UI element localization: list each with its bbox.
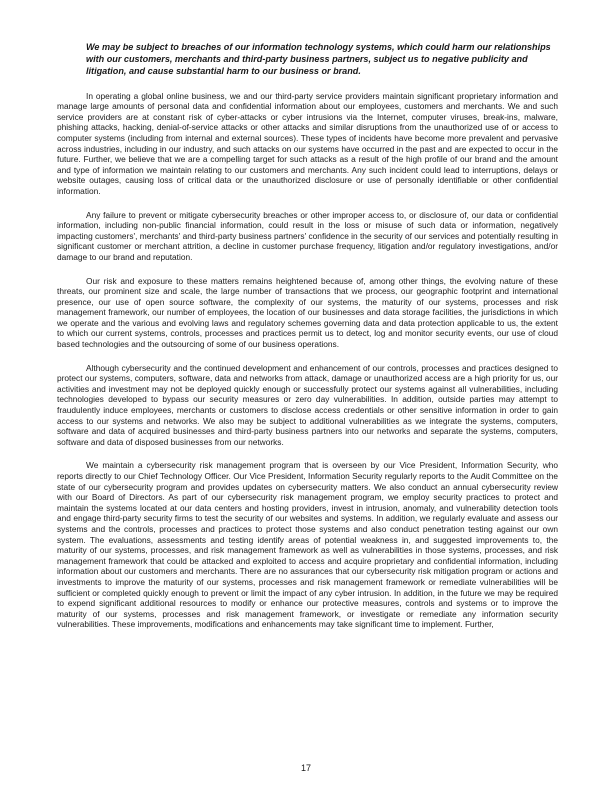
paragraph-4: Although cybersecurity and the continued development and enhancement of our controls, processes and practices designed to protect our systems, computers, software, data and networks from attack, damage or unauthorized access are a high priority for us, our activities and investment may not be deployed quickly enough or successfully protect our systems against all vulnerabilities, including technologies developed to bypass our security measures or zero day vulnerabilities. In addition, outside parties may attempt to fraudulently induce employees, merchants or customers to disclose access credentials or other sensitive information in order to gain access to our systems and networks. We also may be subject to additional vulnerabilities as we integrate the systems, computers, software and data of acquired businesses and third-party business partners into our networks and separate the systems, computers, software and data of disposed businesses from our networks. <box>57 362 558 447</box>
paragraph-3: Our risk and exposure to these matters remains heightened because of, among other things, the evolving nature of these threats, our prominent size and scale, the large number of transactions that we process, our geographic footprint and international presence, our use of open source software, the complexity of our systems, the maturity of our systems, processes and risk management framework, our number of employees, the location of our businesses and data storage facilities, the jurisdictions in which we operate and the various and evolving laws and regulatory schemes governing data and data protection applicable to us, the extent to which our current systems, controls, processes and practices permit us to detect, log and monitor security events, our use of cloud based technologies and the outsourcing of some of our business operations. <box>57 275 558 350</box>
document-page <box>57 41 558 630</box>
section-heading: We may be subject to breaches of our information technology systems, which could harm our relationships with our customers, merchants and third-party business partners, subject us to negative publicity and litigation, and cause substantial harm to our business or brand. <box>86 42 551 77</box>
page-number: 17 <box>300 763 311 773</box>
paragraph-2: Any failure to prevent or mitigate cybersecurity breaches or other improper access to, or disclosure of, our data or confidential information, including non-public financial information, could result in the loss or misuse of such data or information, negatively impacting customers', merchants' and third-party business partners' confidence in the security of our services and potentially resulting in significant customer or merchant attrition, a decline in customer purchase frequency, litigation and/or regulatory investigations, and/or damage to our brand and reputation. <box>57 209 559 262</box>
paragraph-5: We maintain a cybersecurity risk management program that is overseen by our Vice President, Information Security, who reports directly to our Chief Technology Officer. Our Vice President, Information Security regularly reports to the Audit Committee on the state of our cybersecurity program and provides updates on cybersecurity matters. We also conduct an annual cybersecurity review with our Board of Directors. As part of our cybersecurity risk management program, we employ security practices to protect and maintain the systems located at our data centers and hosting providers, invest in intrusion, anomaly, and vulnerability detection tools and engage third-party security firms to test the security of our websites and systems. In addition, we regularly evaluate and assess our systems and the controls, processes and practices to protect those systems and also conduct penetration testing against our own system. The evaluations, assessments and testing identify areas of potential weakness in, and suggested improvements to, the maturity of our systems, processes, and risk management framework as well as vulnerabilities in those systems, processes, and risk management framework that could be attacked and exploited to access and acquire proprietary and confidential information, including information about our customers and merchants. There are no assurances that our cybersecurity risk mitigation program or actions and investments to improve the maturity of our systems, processes and risk management framework or remediate vulnerabilities will be sufficient or completed quickly enough to prevent or limit the impact of any cyber intrusion. In addition, in the future we may be required to expend significant additional resources to modify or enhance our protective measures, controls and systems or to improve the maturity of our systems, processes and risk management framework, or investigate or remediate any information security vulnerabilities. These improvements, modifications and enhancements may take significant time to implement. Further, <box>57 460 558 630</box>
paragraph-1: In operating a global online business, we and our third-party service providers maintain significant proprietary information and manage large amounts of personal data and confidential information about our employees, customers and merchants. We and such service providers are at constant risk of cyber-attacks or cyber intrusions via the Internet, computer viruses, break-ins, malware, phishing attacks, hacking, denial-of-service attacks or other attacks and similar disruptions from the unauthorized use of or access to computer systems (including from internal and external sources). These types of incidents have become more prevalent and pervasive across industries, including in our industry, and such attacks on our systems have occurred in the past and are expected to occur in the future. Further, we believe that we are a compelling target for such attacks as a result of the high profile of our brand and the amount and type of information we maintain relating to our customers and merchants. Any such incident could lead to interruptions, delays or website outages, causing loss of critical data or the unauthorized disclosure or use of personally identifiable or other confidential information. <box>57 90 558 196</box>
